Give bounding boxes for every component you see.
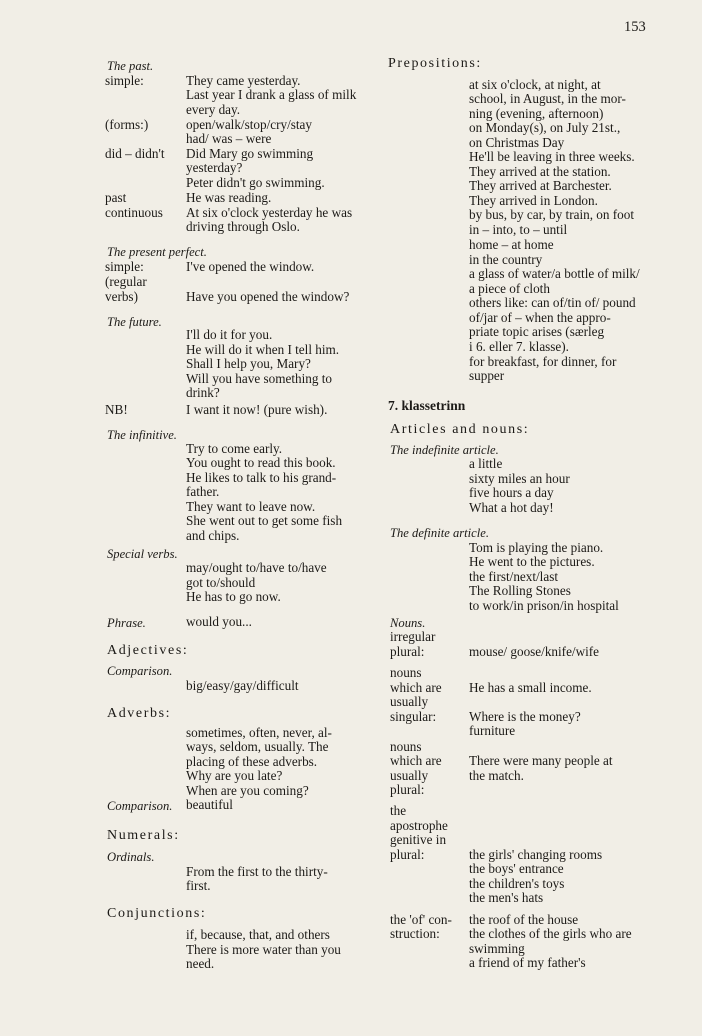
ordinals-line: first. <box>186 878 211 893</box>
plural-line: There were many people at <box>469 753 613 768</box>
apostrophe-line: the men's hats <box>469 890 544 905</box>
prepositions-line: home – at home <box>469 237 554 252</box>
infinitive-line: He likes to talk to his grand- <box>186 470 337 485</box>
definite-line: He went to the pictures. <box>469 554 595 569</box>
of-construction-line: a friend of my father's <box>469 955 586 970</box>
perfect-line: Have you opened the window? <box>186 289 350 304</box>
prepositions-line: of/jar of – when the appro- <box>469 310 611 325</box>
present-perfect-heading: The present perfect. <box>107 245 207 259</box>
page-number: 153 <box>624 19 646 35</box>
didnt-line: yesterday? <box>186 160 243 175</box>
prepositions-line: school, in August, in the mor- <box>469 91 626 106</box>
of-construction-line: swimming <box>469 941 525 956</box>
definite-line: to work/in prison/in hospital <box>469 598 619 613</box>
infinitive-line: Try to come early. <box>186 441 283 456</box>
infinitive-line: father. <box>186 484 220 499</box>
nb-line: I want it now! (pure wish). <box>186 402 328 417</box>
past-continuous-label: past <box>105 190 127 205</box>
prepositions-heading: Prepositions: <box>388 56 482 71</box>
adverbs-line: sometimes, often, never, al- <box>186 725 332 740</box>
adverbs-line: ways, seldom, usually. The <box>186 739 329 754</box>
plural-label: usually <box>390 768 429 783</box>
singular-label: usually <box>390 694 429 709</box>
plural-line: the match. <box>469 768 524 783</box>
prepositions-line: in the country <box>469 252 543 267</box>
conjunctions-line: There is more water than you <box>186 942 341 957</box>
prepositions-line: a glass of water/a bottle of milk/ <box>469 266 640 281</box>
definite-heading: The definite article. <box>390 526 489 540</box>
indefinite-line: a little <box>469 456 503 471</box>
forms-line: had/ was – were <box>186 131 272 146</box>
prepositions-line: by bus, by car, by train, on foot <box>469 207 635 222</box>
prepositions-line: priate topic arises (særleg <box>469 324 605 339</box>
forms-label: (forms:) <box>105 117 149 132</box>
prepositions-line: supper <box>469 368 505 383</box>
didnt-line: Peter didn't go swimming. <box>186 175 325 190</box>
perfect-line: I've opened the window. <box>186 259 315 274</box>
adverbs-line: Why are you late? <box>186 768 283 783</box>
apostrophe-label: genitive in <box>390 832 447 847</box>
indefinite-heading: The indefinite article. <box>390 443 499 457</box>
indefinite-line: sixty miles an hour <box>469 471 570 486</box>
definite-line: The Rolling Stones <box>469 583 571 598</box>
apostrophe-line: the boys' entrance <box>469 861 564 876</box>
past-continuous-line: At six o'clock yesterday he was <box>186 205 353 220</box>
adj-comparison-line: big/easy/gay/difficult <box>186 678 299 693</box>
past-continuous-line: He was reading. <box>186 190 272 205</box>
prepositions-line: ning (evening, afternoon) <box>469 106 604 121</box>
future-line: I'll do it for you. <box>186 327 273 342</box>
plural-label: nouns <box>390 739 422 754</box>
infinitive-line: She went out to get some fish <box>186 513 343 528</box>
definite-line: Tom is playing the piano. <box>469 540 604 555</box>
special-line: may/ought to/have to/have <box>186 560 327 575</box>
prepositions-line: others like: can of/tin of/ pound <box>469 295 636 310</box>
prepositions-line: He'll be leaving in three weeks. <box>469 149 635 164</box>
indefinite-line: What a hot day! <box>469 500 554 515</box>
didnt-line: Did Mary go swimming <box>186 146 314 161</box>
past-continuous-label: continuous <box>105 205 163 220</box>
articles-heading: Articles and nouns: <box>390 422 530 437</box>
singular-label: singular: <box>390 709 437 724</box>
ordinals-heading: Ordinals. <box>107 850 155 864</box>
singular-label: nouns <box>390 665 422 680</box>
simple-line: Last year I drank a glass of milk <box>186 87 357 102</box>
adverbs-line: placing of these adverbs. <box>186 754 318 769</box>
of-construction-line: the roof of the house <box>469 912 579 927</box>
prepositions-line: They arrived at the station. <box>469 164 611 179</box>
singular-line: furniture <box>469 723 516 738</box>
infinitive-line: You ought to read this book. <box>186 455 336 470</box>
plural-label: which are <box>390 753 442 768</box>
special-line: He has to go now. <box>186 589 281 604</box>
of-construction-label: the 'of' con- <box>390 912 452 927</box>
simple-line: every day. <box>186 102 241 117</box>
perfect-label: simple: <box>105 259 144 274</box>
apostrophe-line: the girls' changing rooms <box>469 847 603 862</box>
irregular-label: irregular <box>390 629 436 644</box>
indefinite-line: five hours a day <box>469 485 554 500</box>
phrase-heading: Phrase. <box>107 616 146 630</box>
special-verbs-heading: Special verbs. <box>107 547 178 561</box>
adverbs-line: When are you coming? <box>186 783 309 798</box>
past-continuous-line: driving through Oslo. <box>186 219 300 234</box>
conjunctions-line: need. <box>186 956 215 971</box>
irregular-label: plural: <box>390 644 425 659</box>
adj-comparison-heading: Comparison. <box>107 664 173 678</box>
simple-line: They came yesterday. <box>186 73 301 88</box>
prepositions-line: They arrived in London. <box>469 193 598 208</box>
past-heading: The past. <box>107 59 154 73</box>
of-construction-line: the clothes of the girls who are <box>469 926 632 941</box>
future-line: He will do it when I tell him. <box>186 342 340 357</box>
adverbs-heading: Adverbs: <box>107 706 172 721</box>
adv-comparison-heading: Comparison. <box>107 799 173 813</box>
definite-line: the first/next/last <box>469 569 558 584</box>
future-heading: The future. <box>107 315 162 329</box>
nb-label: NB! <box>105 402 128 417</box>
apostrophe-label: apostrophe <box>390 818 448 833</box>
prepositions-line: a piece of cloth <box>469 281 550 296</box>
singular-line: Where is the money? <box>469 709 581 724</box>
apostrophe-line: the children's toys <box>469 876 565 891</box>
prepositions-line: in – into, to – until <box>469 222 568 237</box>
prepositions-line: i 6. eller 7. klasse). <box>469 339 569 354</box>
perfect-label: verbs) <box>105 289 138 304</box>
apostrophe-label: the <box>390 803 407 818</box>
apostrophe-label: plural: <box>390 847 425 862</box>
of-construction-label: struction: <box>390 926 440 941</box>
prepositions-line: on Christmas Day <box>469 135 565 150</box>
phrase-line: would you... <box>186 614 252 629</box>
ordinals-line: From the first to the thirty- <box>186 864 328 879</box>
numerals-heading: Numerals: <box>107 828 180 843</box>
didnt-label: did – didn't <box>105 146 165 161</box>
special-line: got to/should <box>186 575 256 590</box>
prepositions-line: at six o'clock, at night, at <box>469 77 601 92</box>
prepositions-line: They arrived at Barchester. <box>469 178 612 193</box>
singular-label: which are <box>390 680 442 695</box>
plural-label: plural: <box>390 782 425 797</box>
forms-line: open/walk/stop/cry/stay <box>186 117 312 132</box>
grade-heading: 7. klassetrinn <box>388 398 466 413</box>
prepositions-line: on Monday(s), on July 21st., <box>469 120 621 135</box>
future-line: Shall I help you, Mary? <box>186 356 311 371</box>
conjunctions-heading: Conjunctions: <box>107 906 207 921</box>
irregular-line: mouse/ goose/knife/wife <box>469 644 600 659</box>
singular-line: He has a small income. <box>469 680 592 695</box>
infinitive-line: and chips. <box>186 528 240 543</box>
infinitive-line: They want to leave now. <box>186 499 316 514</box>
adjectives-heading: Adjectives: <box>107 643 189 658</box>
future-line: drink? <box>186 385 220 400</box>
perfect-label: (regular <box>105 274 147 289</box>
simple-label: simple: <box>105 73 144 88</box>
adv-comparison-line: beautiful <box>186 797 233 812</box>
prepositions-line: for breakfast, for dinner, for <box>469 354 617 369</box>
infinitive-heading: The infinitive. <box>107 428 177 442</box>
conjunctions-line: if, because, that, and others <box>186 927 330 942</box>
nouns-heading: Nouns. <box>390 616 426 630</box>
future-line: Will you have something to <box>186 371 332 386</box>
